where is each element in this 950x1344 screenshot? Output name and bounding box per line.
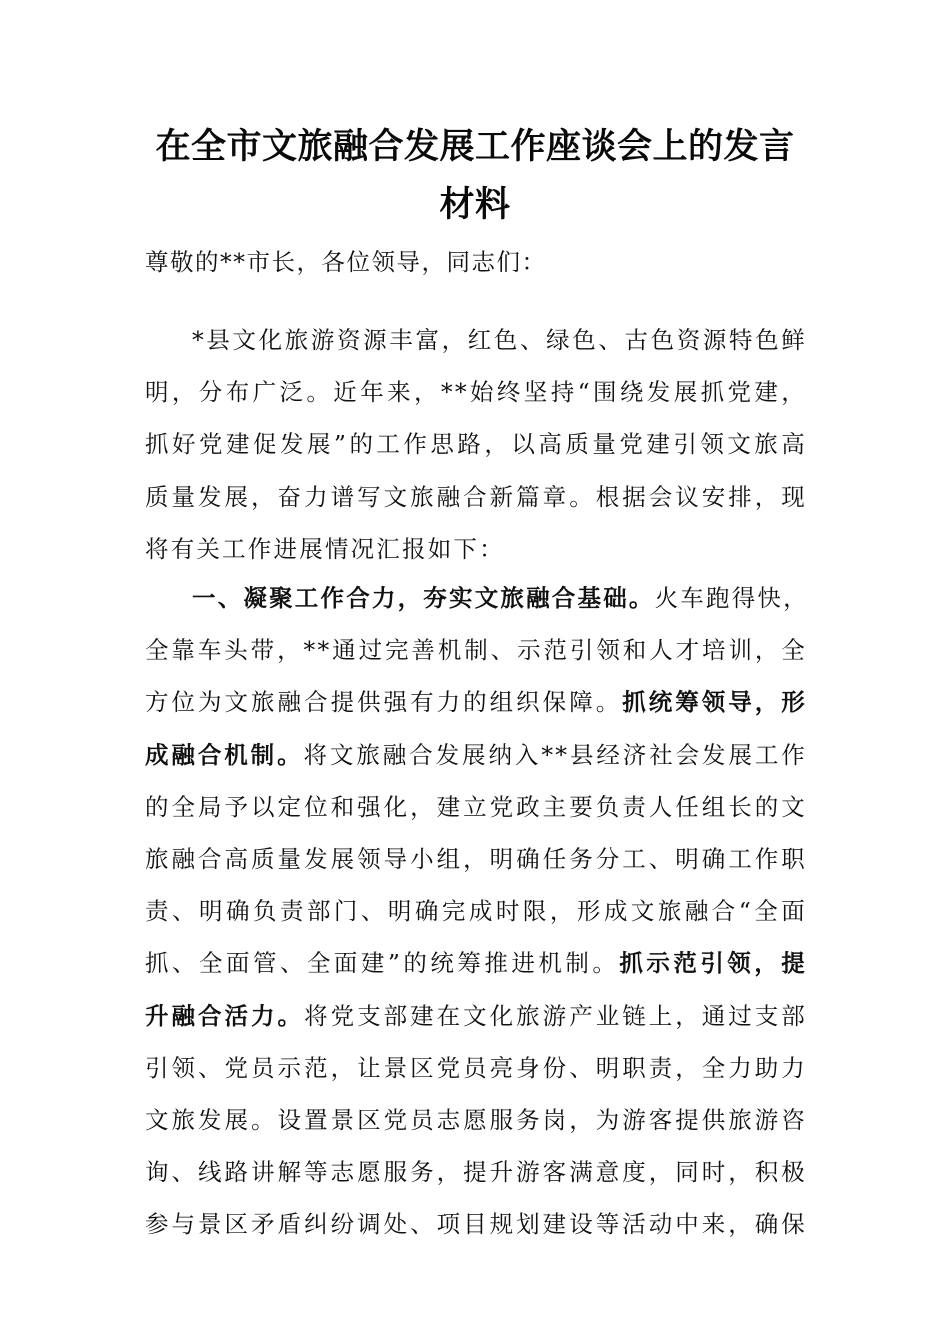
paragraph-intro (145, 314, 807, 575)
paragraph-line: 全靠车头带，**通过完善机制、示范引领和人才培训，全 (145, 636, 807, 665)
paragraph-line: 询、线路讲解等志愿服务，提升游客满意度，同时，积极 (145, 1158, 807, 1187)
paragraph-text: 方位为文旅融合提供强有力的组织保障。 (145, 688, 623, 717)
paragraph-line: 引领、党员示范，让景区党员亮身份、明职责，全力助力 (145, 1053, 807, 1082)
title-line-2: 材料 (439, 184, 511, 225)
paragraph-section-one (145, 572, 807, 1251)
document-title (145, 118, 805, 234)
subheading: 升融合活力。 (145, 1001, 305, 1030)
paragraph-line: 的全局予以定位和强化，建立党政主要负责人任组长的文 (145, 792, 807, 821)
paragraph-line (145, 572, 807, 624)
section-heading: 一、凝聚工作合力，夯实文旅融合基础。 (192, 584, 655, 612)
paragraph-line: 将有关工作进展情况汇报如下： (145, 534, 505, 563)
paragraph-line (145, 676, 807, 728)
salutation: 尊敬的**市长，各位领导，同志们： (145, 248, 547, 276)
paragraph-text: 火车跑得快， (654, 584, 809, 612)
paragraph-text: 将文旅融合发展纳入**县经济社会发展工作 (303, 740, 808, 769)
paragraph-text: 将党支部建在文化旅游产业链上，通过支部 (304, 1001, 807, 1030)
paragraph-line: 明，分布广泛。近年来，**始终坚持“围绕发展抓党建， (145, 378, 807, 407)
paragraph-line (145, 990, 807, 1042)
paragraph-line: 责、明确负责部门、明确完成时限，形成文旅融合“全面 (145, 897, 807, 926)
paragraph-line: 参与景区矛盾纠纷调处、项目规划建设等活动中来，确保 (145, 1210, 807, 1239)
paragraph-line (145, 937, 807, 989)
paragraph-line (145, 729, 807, 781)
title-line-1: 在全市文旅融合发展工作座谈会上的发言 (155, 126, 795, 167)
subheading: 抓示范引领，提 (619, 949, 807, 978)
paragraph-line: 旅融合高质量发展领导小组，明确任务分工、明确工作职 (145, 845, 807, 874)
subheading: 成融合机制。 (145, 740, 304, 769)
paragraph-line: 抓好党建促发展”的工作思路，以高质量党建引领文旅高 (145, 430, 807, 459)
subheading: 抓统筹领导，形 (622, 688, 807, 717)
paragraph-text: 抓、全面管、全面建”的统筹推进机制。 (145, 949, 620, 978)
paragraph-line: 文旅发展。设置景区党员志愿服务岗，为游客提供旅游咨 (145, 1106, 807, 1135)
paragraph-line: 质量发展，奋力谱写文旅融合新篇章。根据会议安排，现 (145, 482, 807, 511)
paragraph-line: *县文化旅游资源丰富，红色、绿色、古色资源特色鲜 (192, 326, 807, 354)
